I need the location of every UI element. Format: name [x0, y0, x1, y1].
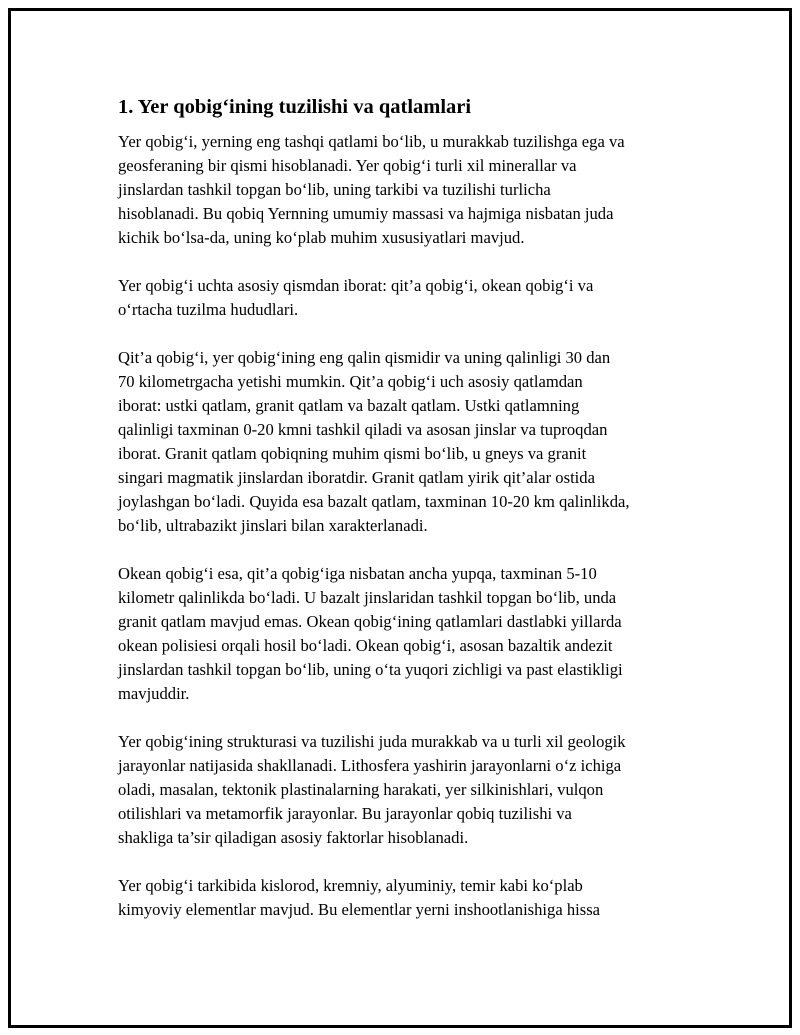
text-line: Qit’a qobig‘i, yer qobig‘ining eng qalin qismidir va uning qalinligi 30 dan	[118, 348, 611, 367]
text-line: joylashgan bo‘ladi. Quyida esa bazalt qatlam, taxminan 10-20 km qalinlikda,	[118, 492, 630, 511]
text-line: Yer qobig‘ining strukturasi va tuzilishi juda murakkab va u turli xil geologik	[118, 732, 626, 751]
text-line: kichik bo‘lsa-da, uning ko‘plab muhim xususiyatlari mavjud.	[118, 228, 525, 247]
text-line: Yer qobig‘i uchta asosiy qismdan iborat: qit’a qobig‘i, okean qobig‘i va	[118, 276, 594, 295]
text-line: o‘rtacha tuzilma hududlari.	[118, 300, 299, 319]
page-title: 1. Yer qobig‘ining tuzilishi va qatlamlari	[118, 96, 472, 118]
paragraph-5	[118, 730, 698, 850]
text-line: kilometr qalinlikda bo‘ladi. U bazalt jinslaridan tashkil topgan bo‘lib, unda	[118, 588, 617, 607]
text-line: 70 kilometrgacha yetishi mumkin. Qit’a qobig‘i uch asosiy qatlamdan	[118, 372, 583, 391]
text-line: Yer qobig‘i, yerning eng tashqi qatlami bo‘lib, u murakkab tuzilishga ega va	[118, 132, 625, 151]
text-line: okean polisiesi orqali hosil bo‘ladi. Okean qobig‘i, asosan bazaltik andezit	[118, 636, 613, 655]
text-line: qalinligi taxminan 0-20 kmni tashkil qiladi va asosan jinslar va tuproqdan	[118, 420, 608, 439]
paragraph-3	[118, 346, 698, 538]
text-line: singari magmatik jinslardan iboratdir. Granit qatlam yirik qit’alar ostida	[118, 468, 595, 487]
paragraph-list	[118, 130, 698, 922]
text-line: oladi, masalan, tektonik plastinalarning harakati, yer silkinishlari, vulqon	[118, 780, 604, 799]
paragraph-2	[118, 274, 698, 322]
text-line: iborat. Granit qatlam qobiqning muhim qismi bo‘lib, u gneys va granit	[118, 444, 587, 463]
text-line: Okean qobig‘i esa, qit’a qobig‘iga nisbatan ancha yupqa, taxminan 5-10	[118, 564, 597, 583]
text-line: bo‘lib, ultrabazikt jinslari bilan xarakterlanadi.	[118, 516, 428, 535]
paragraph-1	[118, 130, 698, 250]
paragraph-4	[118, 562, 698, 706]
text-line: jinslardan tashkil topgan bo‘lib, uning o‘ta yuqori zichligi va past elastikligi	[118, 660, 623, 679]
text-line: shakliga ta’sir qiladigan asosiy faktorlar hisoblanadi.	[118, 828, 469, 847]
text-line: otilishlari va metamorfik jarayonlar. Bu jarayonlar qobiq tuzilishi va	[118, 804, 572, 823]
text-line: Yer qobig‘i tarkibida kislorod, kremniy, alyuminiy, temir kabi ko‘plab	[118, 876, 583, 895]
document-body	[118, 94, 698, 946]
text-line: kimyoviy elementlar mavjud. Bu elementlar yerni inshootlanishiga hissa	[118, 900, 601, 919]
paragraph-6	[118, 874, 698, 922]
text-line: iborat: ustki qatlam, granit qatlam va bazalt qatlam. Ustki qatlamning	[118, 396, 580, 415]
text-line: geosferaning bir qismi hisoblanadi. Yer qobig‘i turli xil minerallar va	[118, 156, 577, 175]
text-line: jinslardan tashkil topgan bo‘lib, uning tarkibi va tuzilishi turlicha	[118, 180, 551, 199]
text-line: hisoblanadi. Bu qobiq Yernning umumiy massasi va hajmiga nisbatan juda	[118, 204, 614, 223]
text-line: mavjuddir.	[118, 684, 190, 703]
text-line: granit qatlam mavjud emas. Okean qobig‘ining qatlamlari dastlabki yillarda	[118, 612, 622, 631]
text-line: jarayonlar natijasida shakllanadi. Lithosfera yashirin jarayonlarni o‘z ichiga	[118, 756, 622, 775]
